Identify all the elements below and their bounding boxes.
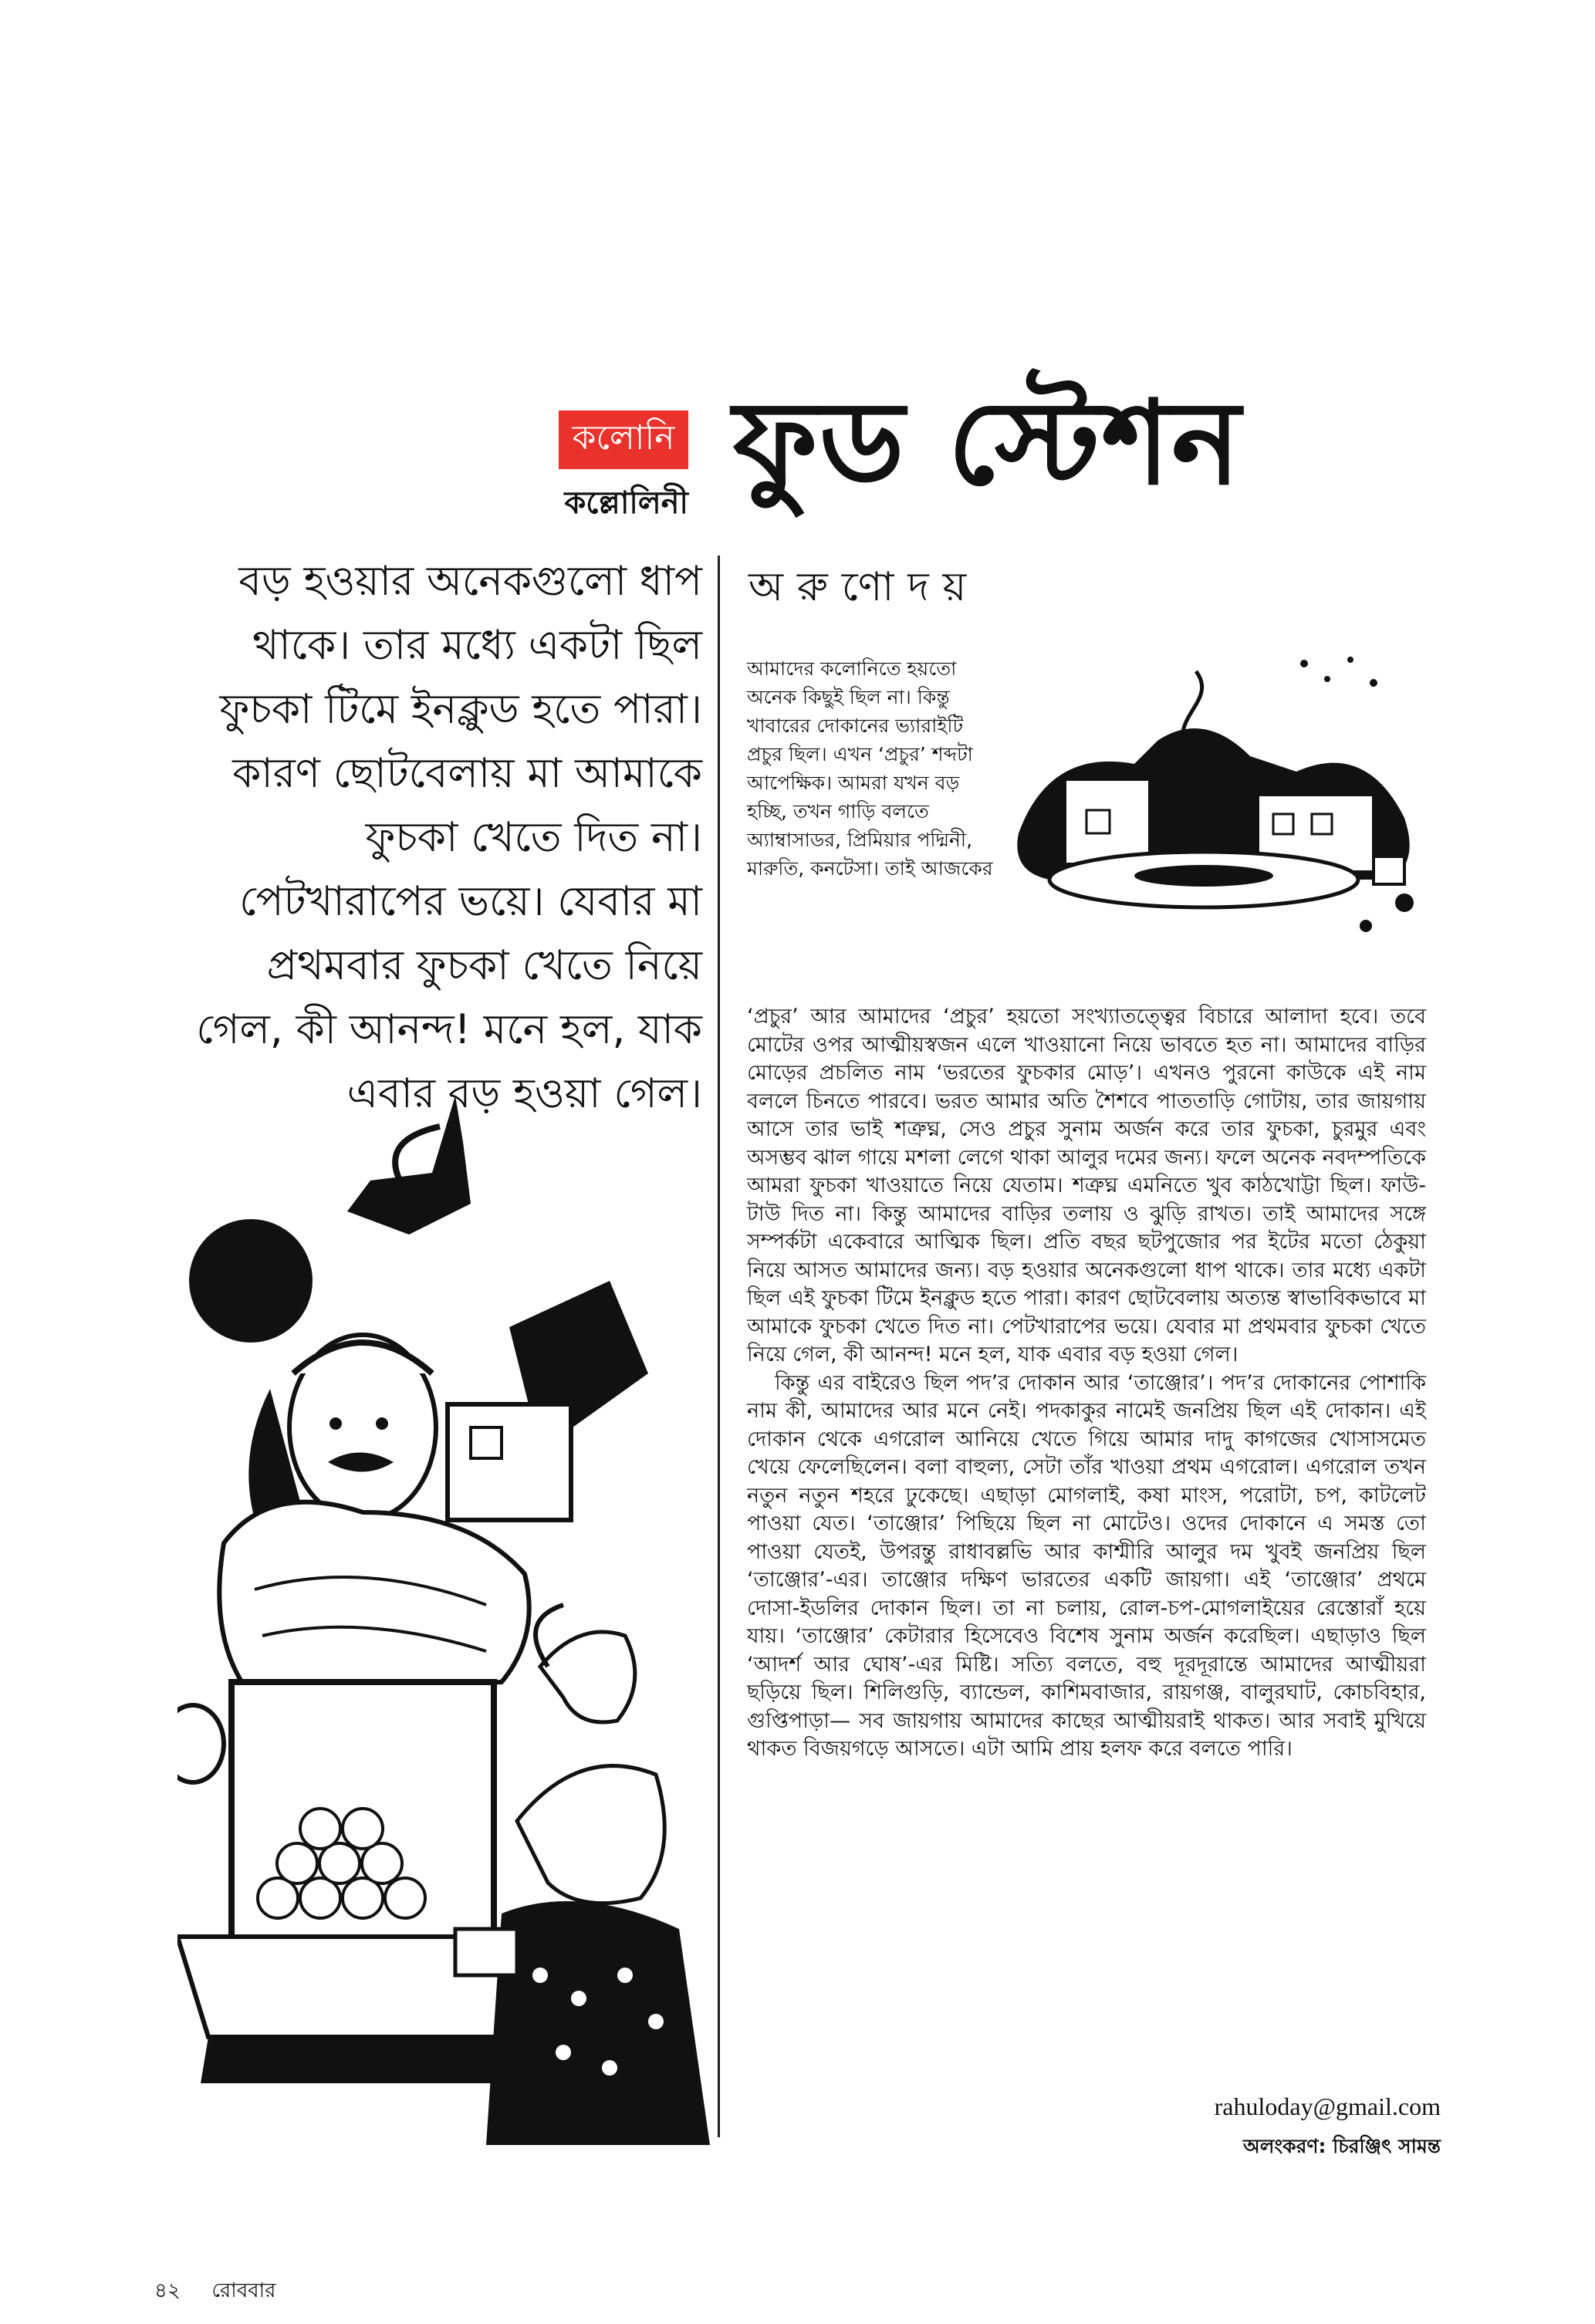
article-paragraph: কিন্তু এর বাইরেও ছিল পদ’র দোকান আর ‘তাঞ্জোর’। পদ’র দোকানের পোশাকি নাম কী, আমাদের আর মনে নেই। পদকাকুর নামেই জনপ্রিয় ছিল এই দোকান। এই দোকান থেকে এগরোল আনিয়ে খেতে গিয়ে আমার দাদু কাগজের খোসাসমেত খেয়ে ফেলেছিলেন। বলা বাহুল্য, সেটা তাঁর খাওয়া প্রথম এগরোল। এগরোল তখন নতুন নতুন শহরে ঢুকেছে। এছাড়া মোগলাই, কষা মাংস, পরোটা, চপ, কাটলেট পাওয়া যেত। ‘তাঞ্জোর’ পিছিয়ে ছিল না মোটেও। ওদের দোকানে এ সমস্ত তো পাওয়া যেতই, উপরন্তু রাধাবল্লভি আর কাশ্মীরি আলুর দম খুবই জনপ্রিয় ছিল ‘তাঞ্জোর’-এর। তাঞ্জোর দক্ষিণ ভারতের একটি জায়গা। এই ‘তাঞ্জোর’ প্রথমে দোসা-ইডলির দোকান ছিল। তা না চলায়, রোল-চপ-মোগলাইয়ের রেস্তোরাঁ হয়ে যায়। ‘তাঞ্জোর’ কেটারার হিসেবেও বিশেষ সুনাম অর্জন করেছিল। এছাড়াও ছিল ‘আদর্শ আর ঘোষ’-এর মিষ্টি। সত্যি বলতে, বহু দূরদূরান্তে আমাদের আত্মীয়রা ছড়িয়ে ছিল। শিলিগুড়ি, ব্যান্ডেল, কাশিমবাজার, রায়গঞ্জ, বালুরঘাট, কোচবিহার, গুপ্তিপাড়া— সব জায়গায় আমাদের কাছের আত্মীয়রাই থাকত। আর সবাই মুখিয়ে থাকত বিজয়গড়ে আসতে। এটা আমি প্রায় হলফ করে বলতে পারি। — [747, 1370, 1426, 1761]
fuchka-vendor-illustration — [177, 1080, 710, 2145]
article-body — [747, 1003, 1426, 1764]
author-byline: অরুণোদয় — [749, 564, 981, 610]
column-name: কল্লোলিনী — [564, 485, 688, 521]
illustration-credit: অলংকরণ: চিরঞ্জিৎ সামন্ত — [1243, 2135, 1441, 2157]
column-divider — [718, 556, 720, 2137]
page-folio — [154, 2275, 276, 2309]
author-email: rahuloday@gmail.com — [1214, 2093, 1441, 2120]
article-paragraph: ‘প্রচুর’ আর আমাদের ‘প্রচুর’ হয়তো সংখ্যাতত্ত্বের বিচারে আলাদা হবে। তবে মোটের ওপর আত্মীয়স্বজন এলে খাওয়ানো নিয়ে ভাবতে হত না। আমাদের বাড়ির মোড়ের প্রচলিত নাম ‘ভরতের ফুচকার মোড়’। এখনও পুরনো কাউকে এই নাম বললে চিনতে পারবে। ভরত আমার অতি শৈশবে পাততাড়ি গোটায়, তার জায়গায় আসে তার ভাই শত্রুঘ্ন, সেও প্রচুর সুনাম অর্জন করে তার ফুচকা, চুরমুর এবং অসম্ভব ঝাল গায়ে মশলা লেগে থাকা আলুর দমের জন্য। ফলে অনেক নবদম্পতিকে আমরা ফুচকা খাওয়াতে নিয়ে যেতাম। শত্রুঘ্ন এমনিতে খুব কাঠখোট্টা ছিল। ফাউ-টাউ দিত না। কিন্তু আমাদের বাড়ির তলায় ও ঝুড়ি রাখত। তাই আমাদের সঙ্গে সম্পর্কটা একেবারে আত্মিক ছিল। প্রতি বছর ছটপুজোর পর ইটের মতো ঠেকুয়া নিয়ে আসত আমাদের জন্য। বড় হওয়ার অনেকগুলো ধাপ থাকে। তার মধ্যে একটা ছিল এই ফুচকা টিমে ইনক্লুড হতে পারা। কারণ ছোটবেলায় অত্যন্ত স্বাভাবিকভাবে মা আমাকে ফুচকা খেতে দিত না। পেটখারাপের ভয়ে। যেবার মা প্রথমবার ফুচকা খেতে নিয়ে গেল, কী আনন্দ! মনে হল, যাক এবার বড় হওয়া গেল। — [747, 1005, 1426, 1366]
article-lead: আমাদের কলোনিতে হয়তো অনেক কিছুই ছিল না। কিন্তু খাবারের দোকানের ভ্যারাইটি প্রচুর ছিল। এখন ‘প্রচুর’ শব্দটা আপেক্ষিক। আমরা যখন বড় হচ্ছি, তখন গাড়ি বলতে অ্যাম্বাসাডর, প্রিমিয়ার পদ্মিনী, মারুতি, কনটেসা। তাই আজকের — [747, 657, 993, 880]
publication-name: রোববার — [211, 2279, 276, 2302]
page-title: ফুড স্টেশন — [733, 377, 1242, 511]
colony-illustration — [1003, 648, 1435, 957]
section-tag: কলোনি — [559, 410, 688, 469]
page-number: ৪২ — [154, 2279, 181, 2302]
pull-quote: বড় হওয়ার অনেকগুলো ধাপ থাকে। তার মধ্যে একটা ছিল ফুচকা টিমে ইনক্লুড হতে পারা। কারণ ছোটবেলায় মা আমাকে ফুচকা খেতে দিত না। পেটখারাপের ভয়ে। যেবার মা প্রথমবার ফুচকা খেতে নিয়ে গেল, কী আনন্দ! মনে হল, যাক এবার বড় হওয়া গেল। — [196, 558, 702, 1117]
